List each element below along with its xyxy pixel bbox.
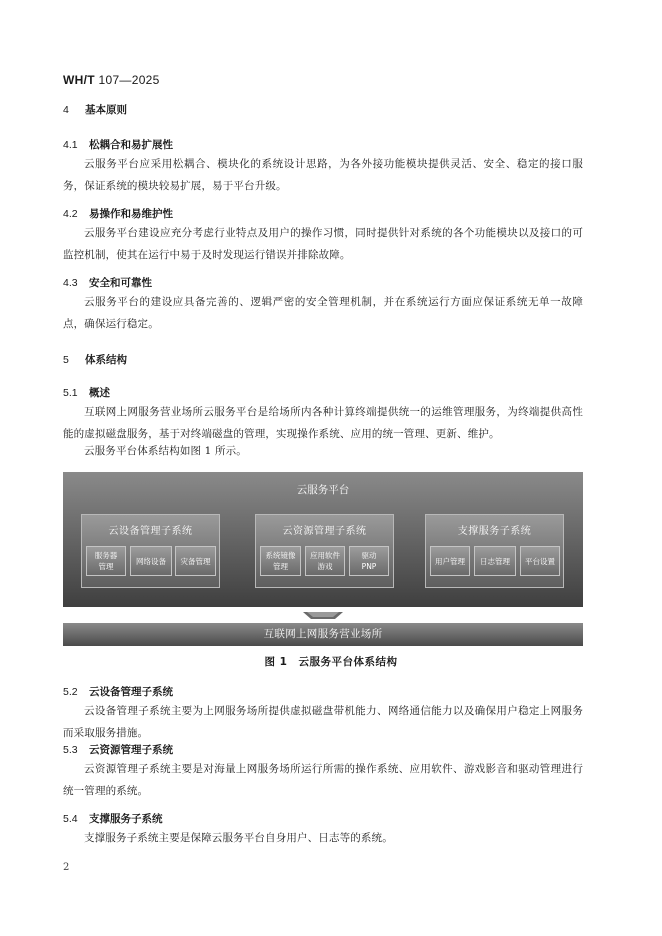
down-arrow-icon [303,610,343,620]
module-box: 日志管理 [474,546,516,576]
section-title: 支撑服务子系统 [89,813,163,825]
subsystem-title: 支撑服务子系统 [457,526,532,537]
section-title: 云设备管理子系统 [89,686,173,698]
subsystem-title: 云设备管理子系统 [108,526,193,537]
subsystem-support-services [425,514,564,588]
platform-title: 云服务平台 [296,484,350,496]
section-number: 5.1 [63,387,78,399]
section-title: 松耦合和易扩展性 [89,139,173,151]
section-5-heading [63,352,127,367]
figure-caption: 图 1 云服务平台体系结构 [264,656,398,668]
section-number: 5.2 [63,686,78,698]
section-5-3-heading [63,742,173,757]
subsystem-title: 云资源管理子系统 [282,526,367,537]
section-4-1-paragraph: 云服务平台应采用松耦合、模块化的系统设计思路，为各外接功能模块提供灵活、安全、稳定的接口服务，保证系统的模块较易扩展，易于平台升级。 [63,158,583,192]
section-number: 5.4 [63,813,78,825]
section-5-1-heading [63,385,110,400]
section-title: 体系结构 [85,354,127,366]
section-4-1-heading [63,137,173,152]
standard-code: WH/T [63,73,95,87]
subsystem-device-management [81,514,220,588]
section-title: 概述 [89,387,110,399]
subsystem-resource-management [255,514,394,588]
section-4-3-paragraph: 云服务平台的建设应具备完善的、逻辑严密的安全管理机制，并在系统运行方面应保证系统无单一故障点，确保运行稳定。 [63,296,583,330]
section-5-2-heading [63,684,173,699]
section-number: 5.3 [63,744,78,756]
section-number: 4 [63,104,69,116]
section-5-3-paragraph: 云资源管理子系统主要是对海量上网服务场所运行所需的操作系统、应用软件、游戏影音和驱动管理进行统一管理的系统。 [63,763,583,797]
section-number: 4.1 [63,139,78,151]
section-number: 5 [63,354,69,366]
module-box: 系统镜像 管理 [260,546,301,576]
internet-cafe-bar: 互联网上网服务营业场所 [63,623,583,646]
section-5-4-heading [63,811,163,826]
section-4-heading [63,102,127,117]
section-4-3-heading [63,275,152,290]
module-box: 驱动 PNP [349,546,389,576]
module-box: 应用软件 游戏 [305,546,345,576]
section-number: 4.2 [63,208,78,220]
section-title: 云资源管理子系统 [89,744,173,756]
module-box: 灾备管理 [175,546,216,576]
section-4-2-heading [63,206,173,221]
section-title: 安全和可靠性 [89,277,152,289]
page-number: 2 [63,862,70,873]
section-title: 基本原则 [85,104,127,116]
section-5-2-paragraph: 云设备管理子系统主要为上网服务场所提供虚拟磁盘带机能力、网络通信能力以及确保用户稳定上网服务而采取服务措施。 [63,705,583,739]
module-box: 服务器 管理 [86,546,126,576]
section-title: 易操作和易维护性 [89,208,173,220]
standard-id [63,73,160,87]
module-box: 用户管理 [430,546,470,576]
module-box: 网络设备 [130,546,172,576]
module-box: 平台设置 [520,546,560,576]
section-5-1-figure-reference: 云服务平台体系结构如图 1 所示。 [84,445,247,457]
section-number: 4.3 [63,277,78,289]
section-4-2-paragraph: 云服务平台建设应充分考虑行业特点及用户的操作习惯，同时提供针对系统的各个功能模块以及接口的可监控机制，使其在运行中易于及时发现运行错误并排除故障。 [63,227,583,261]
architecture-diagram [63,472,583,607]
section-5-4-paragraph: 支撑服务子系统主要是保障云服务平台自身用户、日志等的系统。 [84,832,393,844]
standard-number: 107—2025 [98,73,160,87]
section-5-1-paragraph: 互联网上网服务营业场所云服务平台是给场所内各种计算终端提供统一的运维管理服务，为终端提供高性能的虚拟磁盘服务，基于对终端磁盘的管理，实现操作系统、应用的统一管理、更新、维护。 [63,406,583,440]
